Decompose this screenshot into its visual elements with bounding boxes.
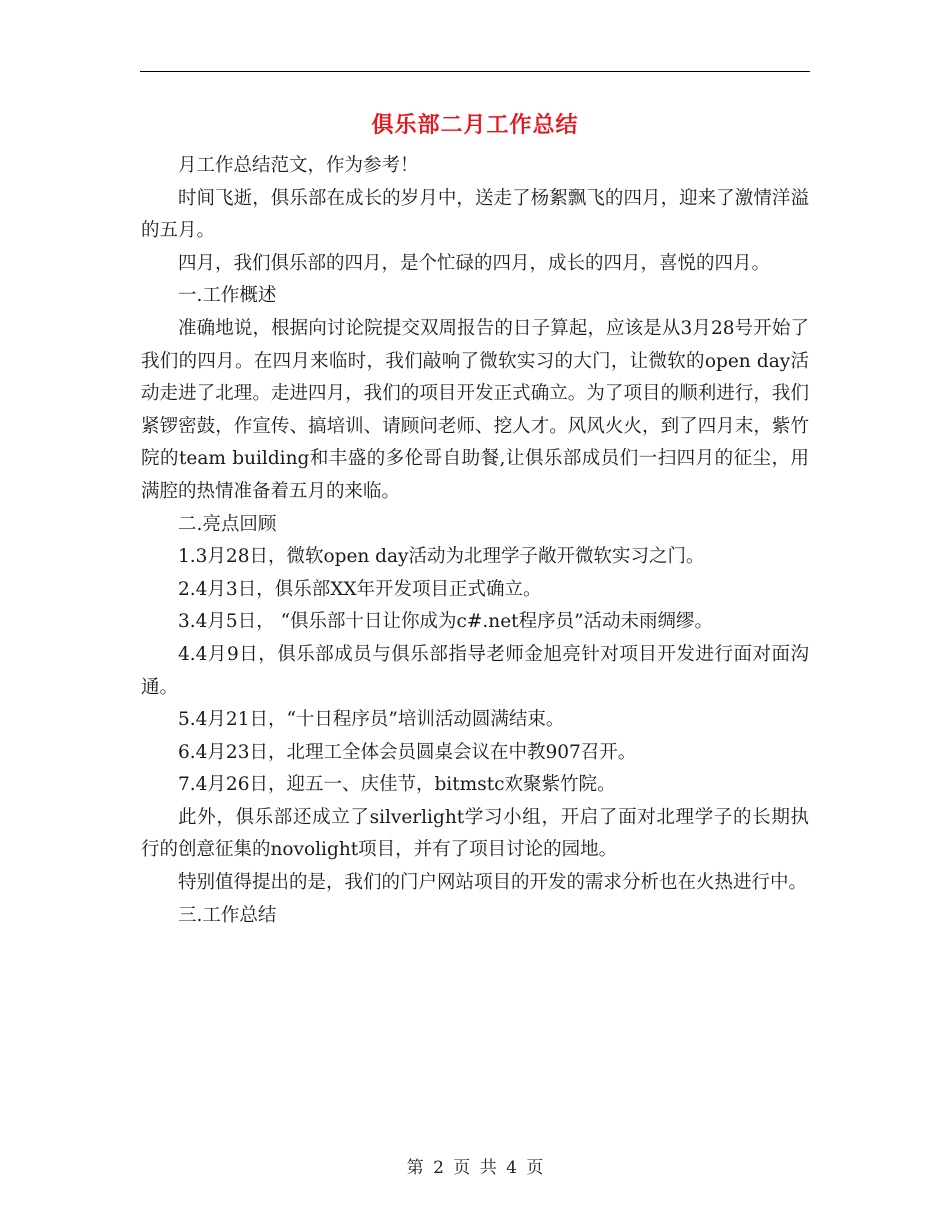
section-heading: 二.亮点回顾 [178,513,277,535]
list-item: 5.4月21日，“十日程序员”培训活动圆满结束。 [178,709,565,731]
list-item: 3.4月5日， “俱乐部十日让你成为c#.net程序员”活动未雨绸缪。 [178,611,714,633]
section-heading: 三.工作总结 [178,904,277,926]
paragraph: 准确地说，根据向讨论院提交双周报告的日子算起，应该是从3月28号开始了我们的四月。在四月来临时，我们敲响了微软实习的大门，让微软的open day活动走进了北理。走进四月，我们的项目开发正式确立。为了项目的顺利进行，我们紧锣密鼓，作宣传、搞培训、请顾问老师、挖人才。风风火火，到了四月末，紫竹院的team building和丰盛的多伦哥自助餐,让俱乐部成员们一扫四月的征尘，用满腔的热情准备着五月的来临。 [141,317,809,502]
list-item: 6.4月23日，北理工全体会员圆桌会议在中教907召开。 [178,741,637,763]
paragraph: 月工作总结范文，作为参考！ [178,155,419,176]
page-number-footer: 第 2 页 共 4 页 [406,1158,544,1178]
list-item: 4.4月9日，俱乐部成员与俱乐部指导老师金旭亮针对项目开发进行面对面沟通。 [141,643,809,698]
paragraph: 此外，俱乐部还成立了silverlight学习小组，开启了面对北理学子的长期执行的创意征集的novolight项目，并有了项目讨论的园地。 [141,806,809,861]
document-body [141,150,809,932]
paragraph: 特别值得提出的是，我们的门户网站项目的开发的需求分析也在火热进行中。 [178,872,808,894]
header-rule [140,71,810,72]
section-heading: 一.工作概述 [178,285,277,307]
list-item: 2.4月3日，俱乐部XX年开发项目正式确立。 [178,578,542,600]
paragraph: 时间飞逝，俱乐部在成长的岁月中，送走了杨絮飘飞的四月，迎来了激情洋溢的五月。 [141,187,809,242]
document-title: 俱乐部二月工作总结 [371,112,579,138]
list-item: 1.3月28日，微软open day活动为北理学子敞开微软实习之门。 [178,546,705,568]
paragraph: 四月，我们俱乐部的四月，是个忙碌的四月，成长的四月，喜悦的四月。 [178,252,771,274]
list-item: 7.4月26日，迎五一、庆佳节，bitmstc欢聚紫竹院。 [178,774,616,796]
